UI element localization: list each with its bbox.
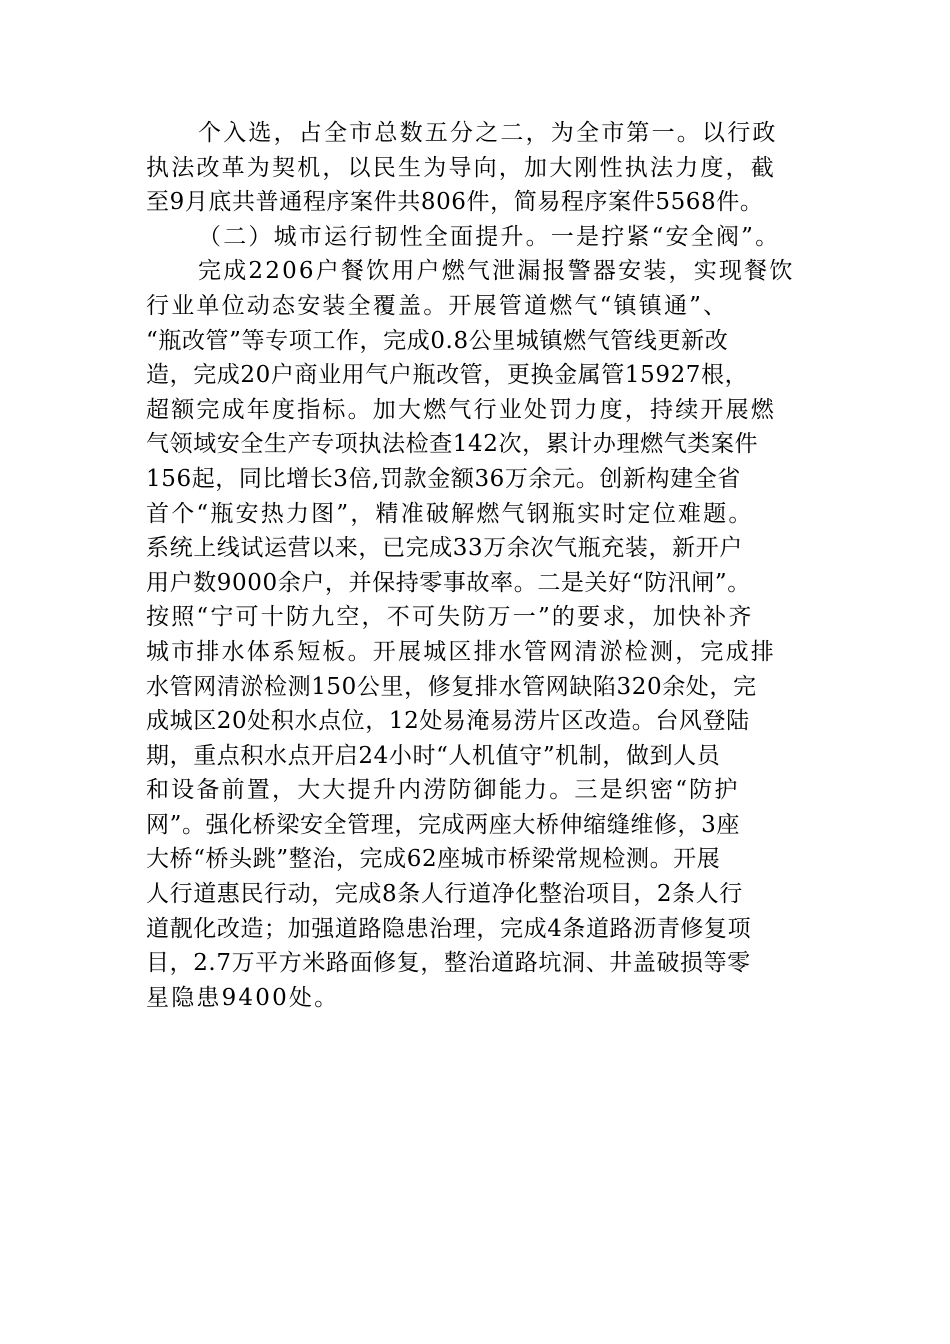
text-line: 首个“瓶安热力图”，精准破解燃气钢瓶实时定位难题。	[146, 500, 754, 527]
text-line: 造，完成20户商业用气户瓶改管，更换金属管15927根，	[146, 362, 749, 389]
text-line: “瓶改管”等专项工作，完成0.8公里城镇燃气管线更新改	[146, 327, 729, 354]
text-line: 超额完成年度指标。加大燃气行业处罚力度，持续开展燃	[146, 396, 776, 423]
text-line: 水管网清淤检测150公里，修复排水管网缺陷320余处，完	[146, 673, 757, 700]
text-line: 系统上线试运营以来，已完成33万余次气瓶充装，新开户	[146, 535, 743, 562]
text-line: 人行道惠民行动，完成8条人行道净化整治项目，2条人行	[146, 881, 743, 908]
text-line: 网”。强化桥梁安全管理，完成两座大桥伸缩缝维修，3座	[146, 811, 740, 838]
text-line: 期，重点积水点开启24小时“人机值守”机制，做到人员	[146, 742, 721, 769]
text-line: 按照“宁可十防九空，不可失防万一”的要求，加快补齐	[146, 604, 754, 631]
text-line: 至9月底共普通程序案件共806件，简易程序案件5568件。	[146, 189, 764, 216]
text-line: 道靓化改造；加强道路隐患治理，完成4条道路沥青修复项	[146, 915, 752, 942]
text-line: 目，2.7万平方米路面修复，整治道路坑洞、井盖破损等零	[146, 950, 751, 977]
text-line: 气领域安全生产专项执法检查142次，累计办理燃气类案件	[146, 431, 759, 458]
body-text	[146, 116, 826, 1015]
text-line: 完成2206户餐饮用户燃气泄漏报警器安装，实现餐饮	[198, 258, 795, 285]
text-line: 和设备前置，大大提升内涝防御能力。三是织密“防护	[146, 777, 740, 804]
text-line: 大桥“桥头跳”整治，完成62座城市桥梁常规检测。开展	[146, 846, 721, 873]
text-line: 执法改革为契机，以民生为导向，加大刚性执法力度，截	[146, 154, 776, 181]
text-line: 星隐患9400处。	[146, 984, 340, 1011]
text-line: 156起，同比增长3倍,罚款金额36万余元。创新构建全省	[146, 465, 741, 492]
text-line: 行业单位动态安装全覆盖。开展管道燃气“镇镇通”、	[146, 292, 729, 319]
text-line: 城市排水体系短板。开展城区排水管网清淤检测，完成排	[146, 638, 776, 665]
text-line: 用户数9000余户，并保持零事故率。二是关好“防汛闸”。	[146, 569, 751, 596]
text-line: 成城区20处积水点位，12处易淹易涝片区改造。台风登陆	[146, 708, 750, 735]
section-heading: （二）城市运行韧性全面提升。一是拧紧“安全阀”。	[198, 223, 781, 250]
text-line: 个入选，占全市总数五分之二，为全市第一。以行政	[198, 120, 778, 146]
